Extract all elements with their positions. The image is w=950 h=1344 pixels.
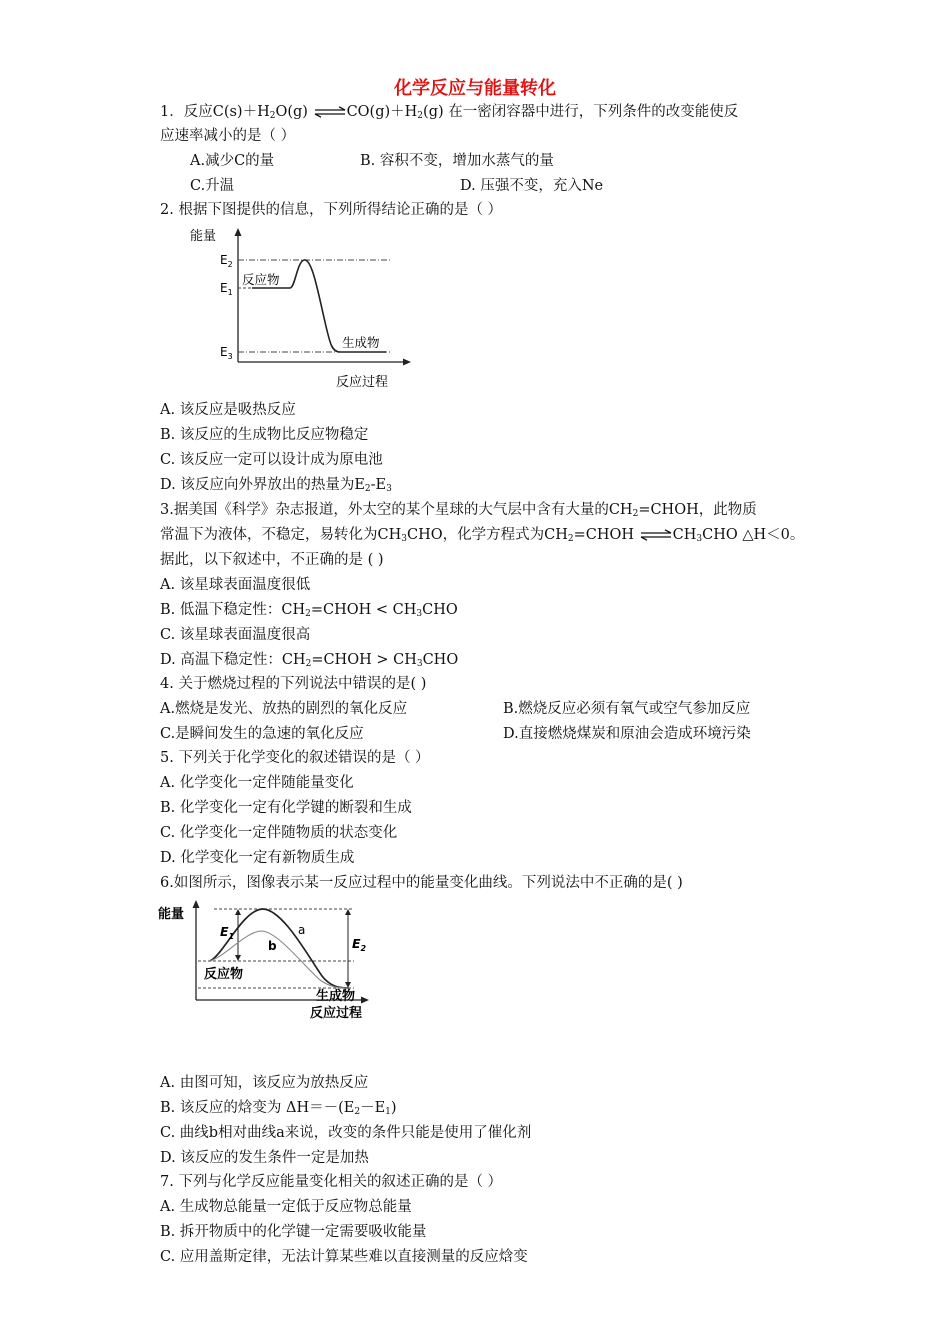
q1-option-d: D. 压强不变，充入Ne xyxy=(460,178,604,194)
q3-stem-line1: 3.据美国《科学》杂志报道，外太空的某个星球的大气层中含有大量的$CH_2=CHOH$，此物质 xyxy=(160,502,757,519)
q6-e1-label: $E_1$ xyxy=(220,924,235,941)
q2-stem: 2. 根据下图提供的信息，下列所得结论正确的是（ ） xyxy=(160,202,503,218)
q6-y-arrow-icon xyxy=(193,900,200,908)
q7-stem: 7. 下列与化学反应能量变化相关的叙述正确的是（ ） xyxy=(160,1174,503,1190)
q2-option-c: C. 该反应一定可以设计成为原电池 xyxy=(160,452,383,468)
q6-y-label: 能量 xyxy=(158,907,185,922)
q1-option-c: C.升温 xyxy=(190,178,235,194)
q3-stem-line3: 据此，以下叙述中，不正确的是 ( ) xyxy=(160,552,384,568)
q6-reactant-label: 反应物 xyxy=(204,967,244,982)
q3-option-b: B. 低温下稳定性：$CH_2=CHOH < CH_3CHO$ xyxy=(160,602,458,619)
q1-option-b: B. 容积不变，增加水蒸气的量 xyxy=(360,153,554,169)
q5-option-d: D. 化学变化一定有新物质生成 xyxy=(160,850,355,866)
q5-option-b: B. 化学变化一定有化学键的断裂和生成 xyxy=(160,800,412,816)
q2-e3-label: $E_3$ xyxy=(220,345,233,361)
q6-e2-label: $E_2$ xyxy=(352,936,367,953)
equilibrium-arrow-icon xyxy=(639,529,673,541)
q2-e2-label: $E_2$ xyxy=(220,253,233,269)
q5-option-c: C. 化学变化一定伴随物质的状态变化 xyxy=(160,825,398,841)
q6-energy-diagram xyxy=(158,896,388,1026)
q6-option-c: C. 曲线b相对曲线a来说，改变的条件只能是使用了催化剂 xyxy=(160,1125,532,1141)
q6-e2-arrowhead-icon xyxy=(345,982,351,988)
q2-option-d: D. 该反应向外界放出的热量为$E_2-E_3$ xyxy=(160,477,392,494)
q7-option-a: A. 生成物总能量一定低于反应物总能量 xyxy=(160,1199,412,1215)
q2-option-b: B. 该反应的生成物比反应物稳定 xyxy=(160,427,369,443)
q4-option-a: A.燃烧是发光、放热的剧烈的氧化反应 xyxy=(160,701,408,717)
q1-stem-line1: 1．反应$C(s)+H_2O(g)$ $CO(g)+H_2(g)$ 在一密闭容器中进行，下列条件的改变能使反 xyxy=(160,104,739,121)
q7-option-b: B. 拆开物质中的化学键一定需要吸收能量 xyxy=(160,1224,427,1240)
q3-stem-line2: 常温下为液体，不稳定，易转化为$CH_3CHO$，化学方程式为$CH_2=CHOH$ $CH_3CHO$ △H＜0。 xyxy=(160,527,805,544)
q6-e2-arrowhead-icon xyxy=(345,909,351,915)
q6-e1-arrowhead-icon xyxy=(235,955,241,961)
q6-x-arrow-icon xyxy=(361,997,369,1004)
q2-energy-diagram xyxy=(190,222,420,392)
q6-stem: 6.如图所示，图像表示某一反应过程中的能量变化曲线。下列说法中不正确的是( ) xyxy=(160,875,683,891)
q2-reactant-label: 反应物 xyxy=(242,272,280,287)
q6-e1-arrowhead-icon xyxy=(235,909,241,915)
q4-option-d: D.直接燃烧煤炭和原油会造成环境污染 xyxy=(503,726,751,742)
q6-x-label: 反应过程 xyxy=(310,1006,363,1021)
q2-e1-label: $E_1$ xyxy=(220,281,233,297)
q6-curve-b-label: b xyxy=(268,939,277,953)
q5-stem: 5. 下列关于化学变化的叙述错误的是（ ） xyxy=(160,750,430,766)
q2-y-arrow-icon xyxy=(235,228,242,236)
q2-x-arrow-icon xyxy=(403,359,411,366)
q7-option-c: C. 应用盖斯定律，无法计算某些难以直接测量的反应焓变 xyxy=(160,1249,528,1265)
q2-product-label: 生成物 xyxy=(342,335,380,350)
q4-stem: 4. 关于燃烧过程的下列说法中错误的是( ) xyxy=(160,676,427,692)
q2-x-label: 反应过程 xyxy=(336,375,389,390)
q1-option-a: A.减少C的量 xyxy=(190,153,275,169)
q6-curve-a-label: a xyxy=(298,923,306,937)
equilibrium-arrow-icon xyxy=(313,106,347,118)
q3-option-c: C. 该星球表面温度很高 xyxy=(160,627,311,643)
page-title: 化学反应与能量转化 xyxy=(394,78,556,99)
q6-product-label: 生成物 xyxy=(316,989,356,1004)
q2-y-label: 能量 xyxy=(190,229,217,244)
q2-option-a: A. 该反应是吸热反应 xyxy=(160,402,296,418)
q6-option-a: A. 由图可知，该反应为放热反应 xyxy=(160,1075,369,1091)
q6-option-d: D. 该反应的发生条件一定是加热 xyxy=(160,1150,369,1166)
q4-option-b: B.燃烧反应必须有氧气或空气参加反应 xyxy=(503,701,751,717)
q3-option-d: D. 高温下稳定性：$CH_2=CHOH > CH_3CHO$ xyxy=(160,652,459,669)
q3-option-a: A. 该星球表面温度很低 xyxy=(160,577,311,593)
q1-stem-line2: 应速率减小的是（ ） xyxy=(160,128,296,144)
q6-option-b: B. 该反应的焓变为 $\Delta H=-(E_2-E_1)$ xyxy=(160,1100,397,1117)
q5-option-a: A. 化学变化一定伴随能量变化 xyxy=(160,775,354,791)
q4-option-c: C.是瞬间发生的急速的氧化反应 xyxy=(160,726,364,742)
